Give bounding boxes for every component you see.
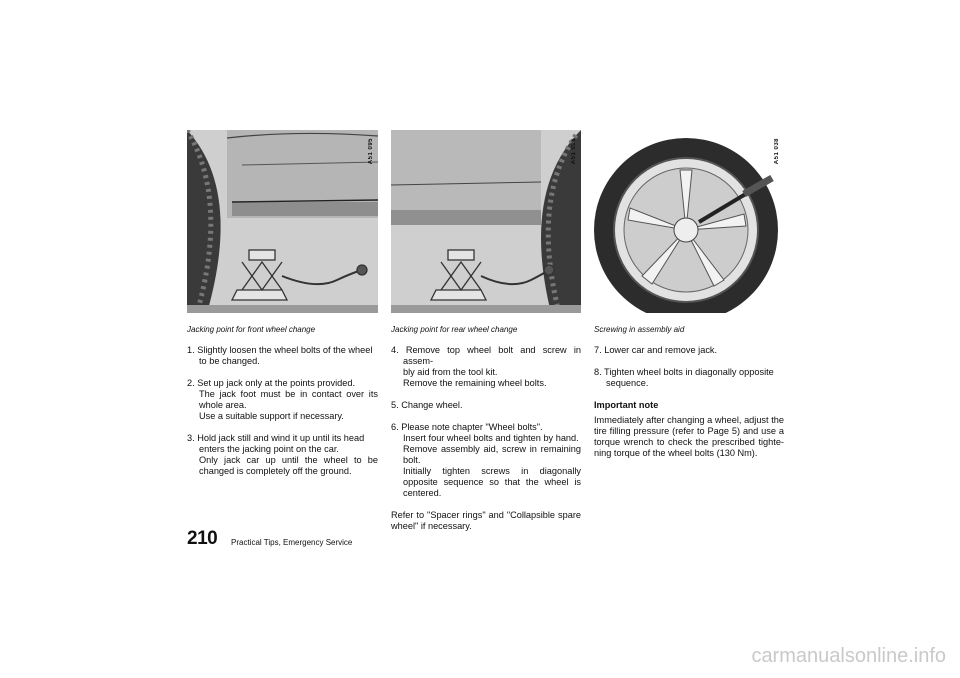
front-jacking-illustration bbox=[187, 130, 378, 313]
caption-assembly-aid: Screwing in assembly aid bbox=[594, 325, 685, 334]
column-1 bbox=[187, 345, 378, 488]
page-number: 210 bbox=[187, 528, 218, 549]
section-title: Practical Tips, Emergency Service bbox=[231, 538, 353, 547]
important-note-text: Immediately after changing a wheel, adjust the tire filling pressure (refer to Page 5) and use a torque wrench to check the prescribed tighte-ning torque of the wheel bolts (130 Nm). bbox=[594, 415, 784, 458]
step-3: 3. Hold jack still and wind it up until its head enters the jacking point on the car. Only jack car up until the wheel to be changed is completely off the ground. bbox=[187, 433, 378, 476]
wheel-illustration bbox=[594, 130, 784, 313]
rear-jacking-illustration bbox=[391, 130, 581, 313]
important-note-heading: Important note bbox=[594, 400, 659, 410]
figure-rear-jacking bbox=[391, 130, 581, 313]
step-5: 5. Change wheel. bbox=[391, 400, 463, 410]
caption-rear-jacking: Jacking point for rear wheel change bbox=[391, 325, 518, 334]
step-7: 7. Lower car and remove jack. bbox=[594, 345, 718, 355]
step-4: 4. Remove top wheel bolt and screw in assem- bly aid from the tool kit. Remove the remaining wheel bolts. bbox=[391, 345, 581, 388]
step-1: 1. Slightly loosen the wheel bolts of the wheel to be changed. bbox=[187, 345, 373, 366]
step-6: 6. Please note chapter "Wheel bolts". Insert four wheel bolts and tighten by hand. Remove assembly aid, screw in remaining bolt. Initially tighten screws in diagonally opposite sequence so that the wheel is centered. bbox=[391, 422, 581, 498]
figure-code: A51 038 bbox=[774, 138, 780, 165]
figure-code: A51 096 bbox=[571, 138, 577, 165]
column-3 bbox=[594, 345, 784, 470]
watermark: carmanualsonline.info bbox=[751, 645, 946, 667]
figure-assembly-aid bbox=[594, 130, 784, 313]
step-8: 8. Tighten wheel bolts in diagonally opposite sequence. bbox=[594, 367, 774, 388]
step-2: 2. Set up jack only at the points provided. The jack foot must be in contact over its whole area. Use a suitable support if necessary. bbox=[187, 378, 378, 421]
column-2 bbox=[391, 345, 581, 543]
figure-front-jacking bbox=[187, 130, 378, 313]
figure-code: A51 095 bbox=[368, 138, 374, 165]
caption-front-jacking: Jacking point for front wheel change bbox=[187, 325, 316, 334]
spacer-note: Refer to "Spacer rings" and "Collapsible spare wheel" if necessary. bbox=[391, 510, 581, 531]
